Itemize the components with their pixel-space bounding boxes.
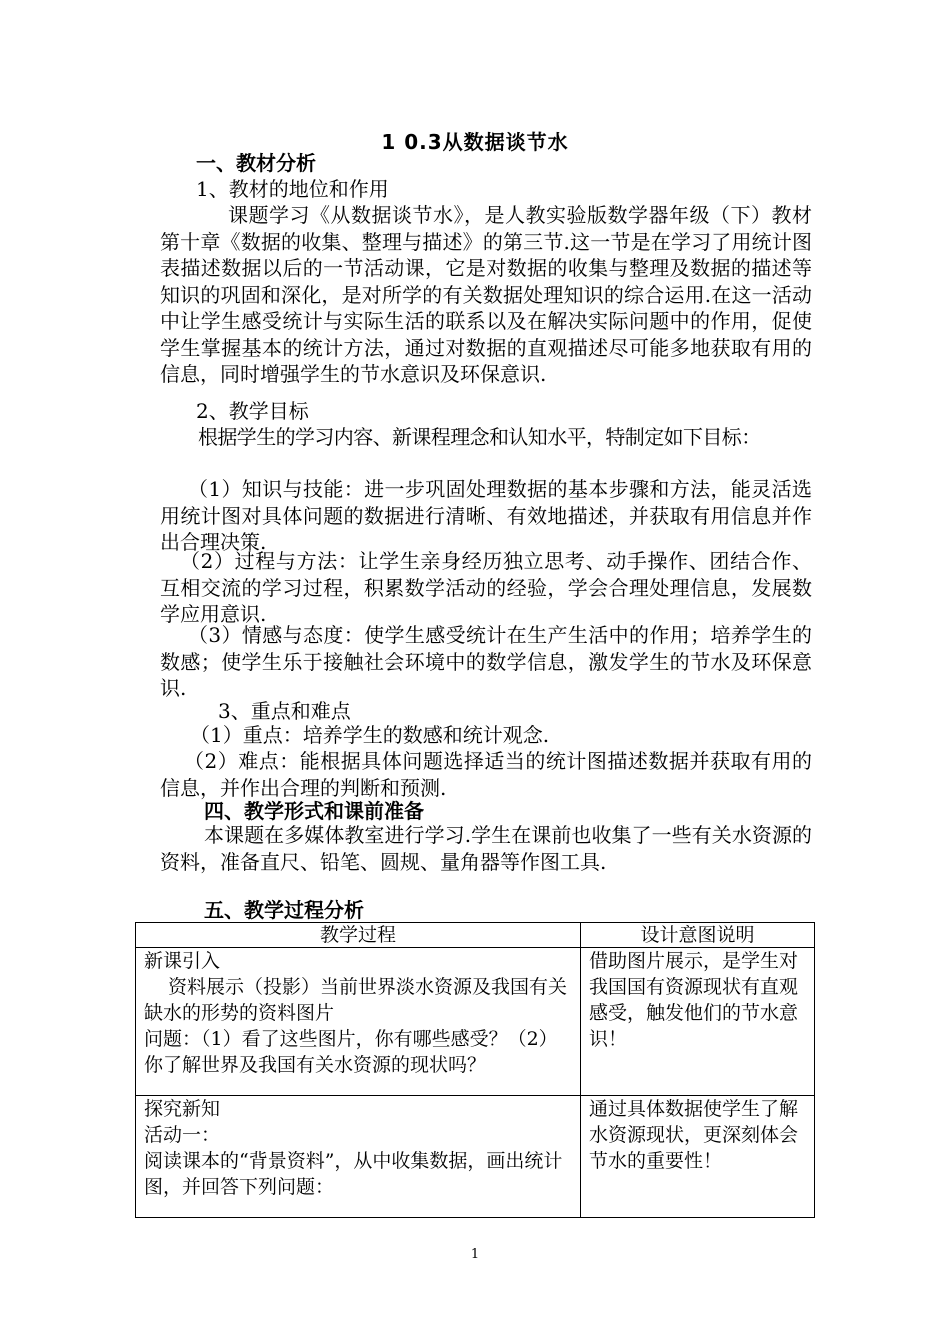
goals-intro: 根据学生的学习内容、新课程理念和认知水平，特制定如下目标： (198, 425, 761, 449)
row-text: 通过具体数据使学生了解水资源现状，更深刻体会节水的重要性！ (588, 1098, 798, 1172)
document-title: 1 0.3从数据谈节水 (381, 130, 569, 154)
table-header-intent: 设计意图说明 (580, 923, 814, 948)
section-heading-analysis: 一、教材分析 (196, 151, 316, 175)
keypoint-difficulty: （2）难点：能根据具体问题选择适当的统计图描述数据并获取有用的信息，并作出合理的判断和预测. (160, 749, 812, 800)
table-cell-process (136, 948, 581, 1096)
row-text: 活动一： (144, 1124, 221, 1146)
table-row (136, 948, 815, 1096)
row-text: 资料展示（投影）当前世界淡水资源及我国有关缺水的形势的资料图片 (144, 976, 568, 1024)
table-header-row (136, 923, 815, 948)
table-header-process: 教学过程 (136, 923, 581, 948)
row-text: 问题：（1）看了这些图片，你有哪些感受？（2）你了解世界及我国有关水资源的现状吗？ (144, 1028, 558, 1076)
row-title: 新课引入 (144, 950, 221, 972)
goal-process: （2）过程与方法：让学生亲身经历独立思考、动手操作、团结合作、互相交流的学习过程，积累数学活动的经验，学会合理处理信息，发展数学应用意识. (160, 549, 812, 626)
subheading-position: 1、教材的地位和作用 (196, 177, 389, 201)
table-cell-process (136, 1096, 581, 1218)
subheading-keypoints: 3、重点和难点 (218, 699, 351, 723)
goal-knowledge: （1）知识与技能：进一步巩固处理数据的基本步骤和方法，能灵活选用统计图对具体问题的数据进行清晰、有效地描述，并获取有用信息并作出合理决策. (160, 477, 812, 554)
row-title: 探究新知 (144, 1098, 221, 1120)
paragraph-form: 本课题在多媒体教室进行学习.学生在课前也收集了一些有关水资源的资料，准备直尺、铅笔、圆规、量角器等作图工具. (160, 823, 812, 874)
table-row (136, 1096, 815, 1218)
row-text: 借助图片展示，是学生对我国国有资源现状有直观感受，触发他们的节水意识！ (588, 950, 798, 1050)
table-cell-intent (580, 1096, 814, 1218)
section-heading-form: 四、教学形式和课前准备 (204, 799, 424, 823)
teaching-process-table (135, 922, 815, 1218)
table-cell-intent (580, 948, 814, 1096)
paragraph-position: 课题学习《从数据谈节水》，是人教实验版数学器年级（下）教材第十章《数据的收集、整理与描述》的第三节.这一节是在学习了用统计图表描述数据以后的一节活动课，它是对数据的收集与整理及数据的描述等知识的巩固和深化，是对所学的有关数据处理知识的综合运用.在这一活动中让学生感受统计与实际生活的联系以及在解决实际问题中的作用，促使学生掌握基本的统计方法，通过对数据的直观描述尽可能多地获取有用的信息，同时增强学生的节水意识及环保意识. (160, 203, 812, 386)
page-number: 1 (470, 1247, 480, 1262)
goal-attitude: （3）情感与态度：使学生感受统计在生产生活中的作用；培养学生的数感；使学生乐于接触社会环境中的数学信息，激发学生的节水及环保意识. (160, 623, 812, 700)
subheading-goals: 2、教学目标 (196, 399, 309, 423)
section-heading-process: 五、教学过程分析 (204, 898, 364, 922)
row-text: 阅读课本的“背景资料”，从中收集数据，画出统计图，并回答下列问题： (144, 1150, 563, 1198)
keypoint-focus: （1）重点：培养学生的数感和统计观念. (190, 723, 550, 747)
